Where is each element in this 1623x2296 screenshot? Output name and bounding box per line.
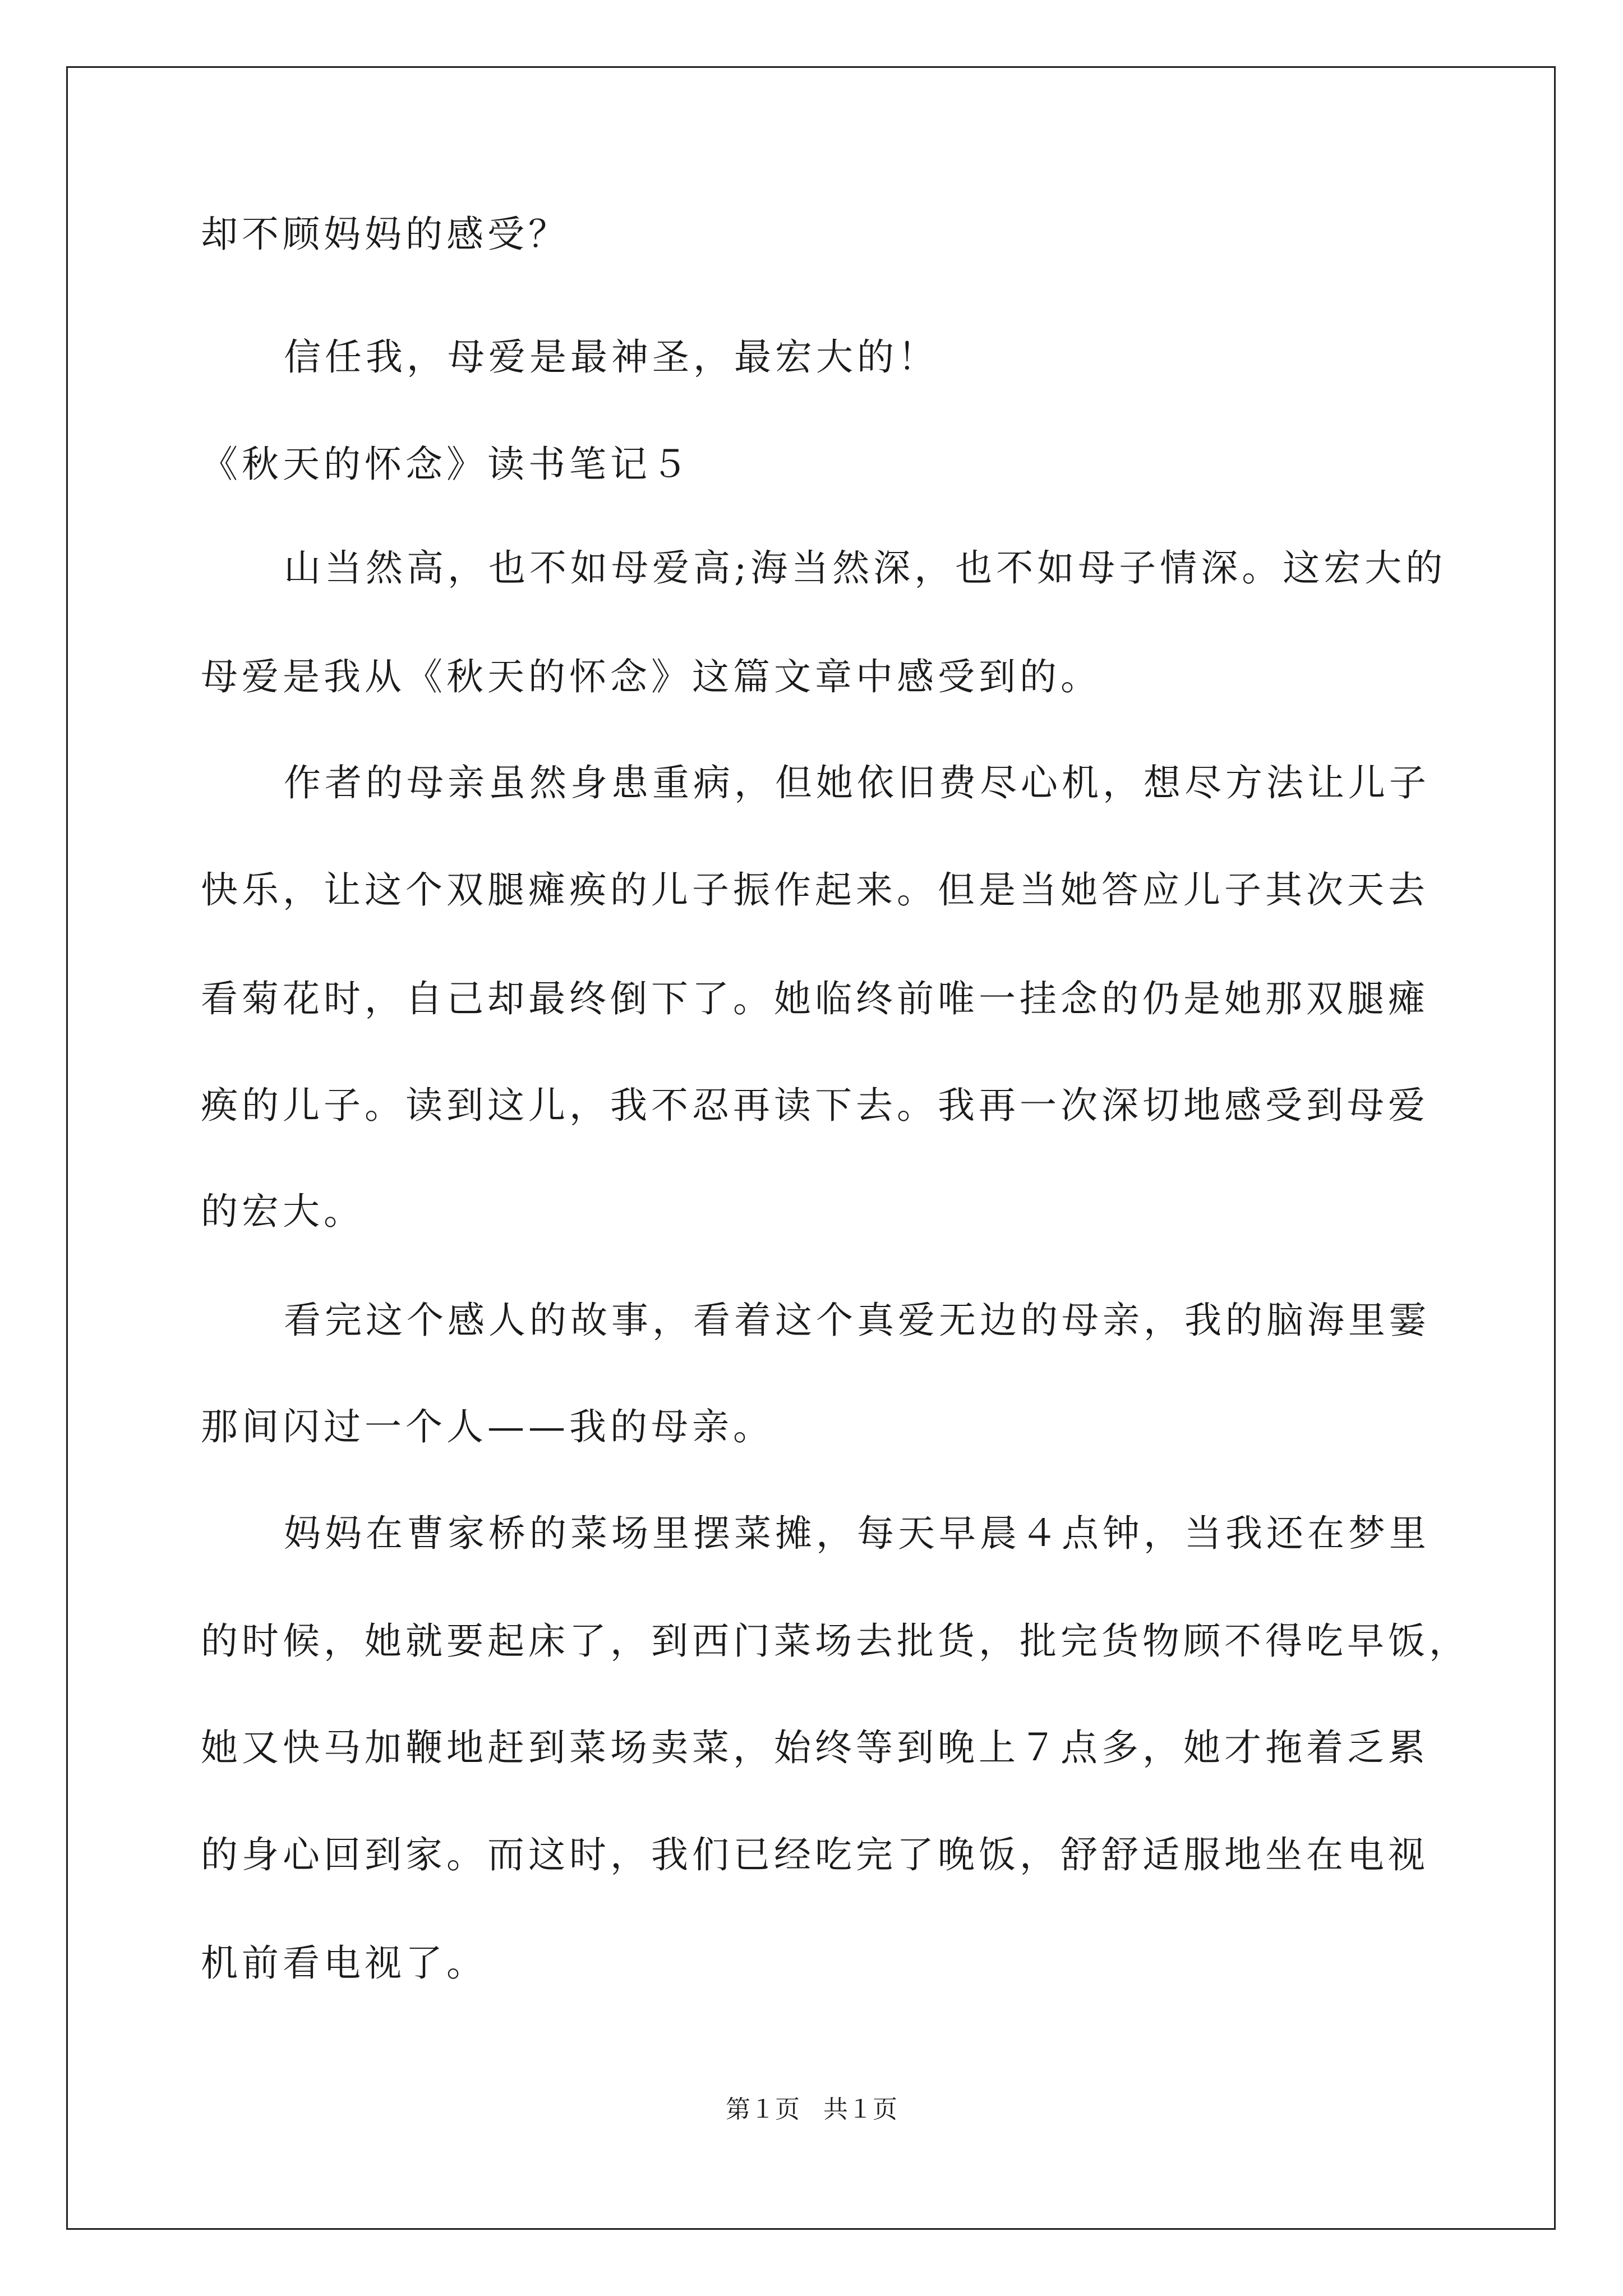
text-line: 作者的母亲虽然身患重病，但她依旧费尽心机，想尽方法让儿子 — [284, 761, 1430, 804]
text-line: 她又快马加鞭地赶到菜场卖菜，始终等到晚上７点多，她才拖着乏累 — [201, 1726, 1429, 1769]
text-line: 机前看电视了。 — [201, 1941, 487, 1985]
section-heading: 《秋天的怀念》读书笔记５ — [201, 443, 692, 486]
text-line: 快乐，让这个双腿瘫痪的儿子振作起来。但是当她答应儿子其次天去 — [201, 868, 1429, 912]
text-line: 信任我，母爱是最神圣，最宏大的！ — [284, 335, 939, 379]
text-line: 山当然高，也不如母爱高;海当然深，也不如母子情深。这宏大的 — [284, 546, 1447, 590]
text-line: 妈妈在曹家桥的菜场里摆菜摊，每天早晨４点钟，当我还在梦里 — [284, 1512, 1430, 1555]
text-line: 看完这个感人的故事，看着这个真爱无边的母亲，我的脑海里霎 — [284, 1299, 1430, 1342]
text-line: 的时候，她就要起床了，到西门菜场去批货，批完货物顾不得吃早饭， — [201, 1619, 1470, 1663]
page-number: 第１页 — [726, 2095, 800, 2124]
text-line: 却不顾妈妈的感受？ — [201, 213, 569, 256]
page-footer — [0, 2094, 1623, 2125]
text-line: 看菊花时，自己却最终倒下了。她临终前唯一挂念的仍是她那双腿瘫 — [201, 977, 1429, 1020]
text-line: 那间闪过一个人——我的母亲。 — [201, 1405, 774, 1448]
text-line: 痪的儿子。读到这儿，我不忍再读下去。我再一次深切地感受到母爱 — [201, 1084, 1429, 1127]
page-total: 共１页 — [823, 2095, 897, 2124]
text-line: 母爱是我从《秋天的怀念》这篇文章中感受到的。 — [201, 655, 1101, 698]
page-border — [66, 66, 1556, 2230]
text-line: 的宏大。 — [201, 1190, 365, 1233]
text-line: 的身心回到家。而这时，我们已经吃完了晚饭，舒舒适服地坐在电视 — [201, 1833, 1429, 1876]
